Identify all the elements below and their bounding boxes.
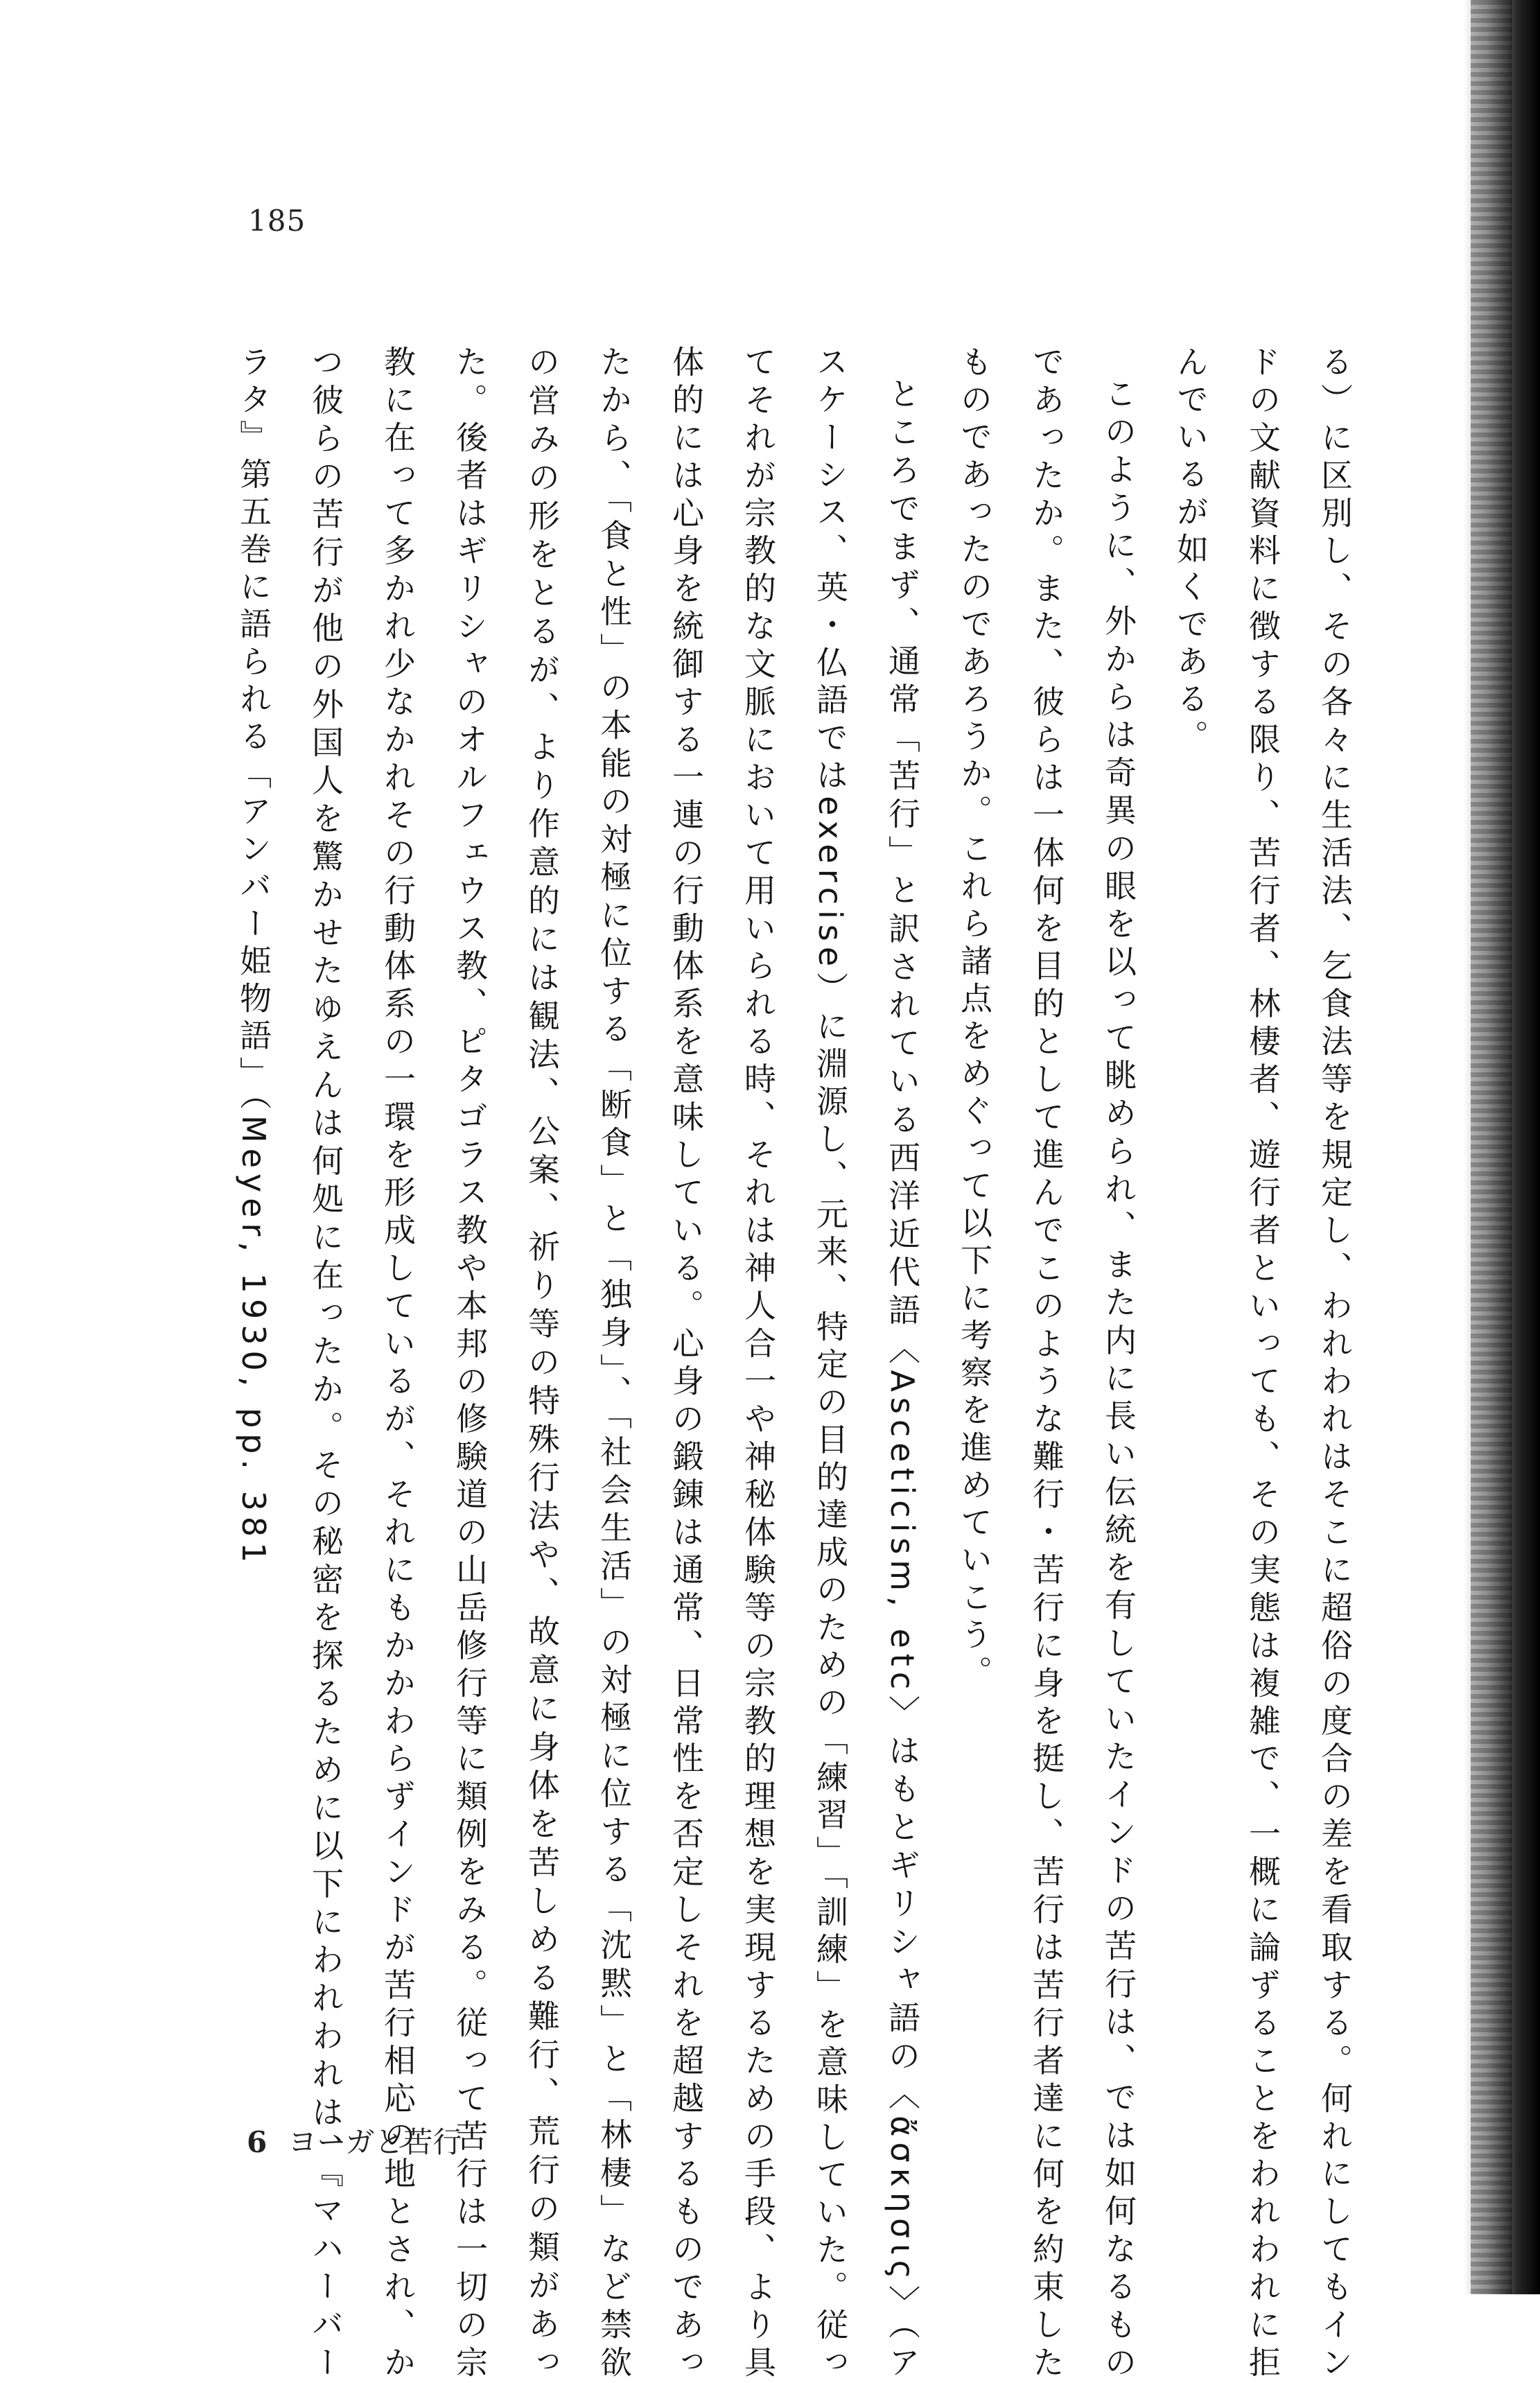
paragraph-1: る）に区別し、その各々に生活法、乞食法等を規定し、われわれはそこに超俗の度合の差を看取する。何れにしてもインドの文献資料に徴する限り、苦行者、林棲者、遊行者といっても、その実態は複雑で、一概に論ずることをわれわれに拒んでいるが如くである。 [1172, 345, 1354, 2383]
paragraph-2: このように、外からは奇異の眼を以って眺められ、また内に長い伝統を有していたインドの苦行は、では如何なるものであったか。また、彼らは一体何を目的として進んでこのような難行・苦行に身を挺し、苦行は苦行者達に何を約束したものであったのであろうか。これら諸点をめぐって以下に考察を進めていこう。 [956, 345, 1137, 2383]
footer-number: 6 [247, 2125, 268, 2159]
page-number: 185 [248, 204, 306, 238]
main-text [207, 345, 1371, 2383]
page-edge-band [1471, 0, 1512, 2294]
paragraph-3: ところでまず、通常「苦行」と訳されている西洋近代語〈Asceticism, etc〉はもとギリシャ語の〈ἄσκησις〉（アスケーシス、英・仏語ではexercise）に淵源し、元来、特定の目的達成のための「練習」「訓練」を意味していた。従ってそれが宗教的な文脈において用いられる時、それは神人合一や神秘体験等の宗教的理想を実現するための手段、より具体的には心身を統御する一連の行動体系を意味している。心身の鍛錬は通常、日常性を否定しそれを超越するものであったから、「食と性」の本能の対極に位する「断食」と「独身」、「社会生活」の対極に位する「沈黙」と「林棲」など禁欲の営みの形をとるが、より作意的には観法、公案、祈り等の特殊行法や、故意に身体を苦しめる難行、荒行の類があった。後者はギリシャのオルフェウス教、ピタゴラス教や本邦の修験道の山岳修行等に類例をみる。従って苦行は一切の宗教に在って多かれ少なかれその行動体系の一環を形成しているが、それにもかかわらずインドが苦行相応の地とされ、かつ彼らの苦行が他の外国人を驚かせたゆえんは何処に在ったか。その秘密を探るために以下にわれわれは、『マハーバーラタ』第五巻に語られる「アンバー姫物語」（Meyer, 1930, pp. 381 [235, 345, 921, 2383]
footer [247, 2120, 462, 2161]
footer-title: ヨーガと苦行 [288, 2125, 462, 2159]
